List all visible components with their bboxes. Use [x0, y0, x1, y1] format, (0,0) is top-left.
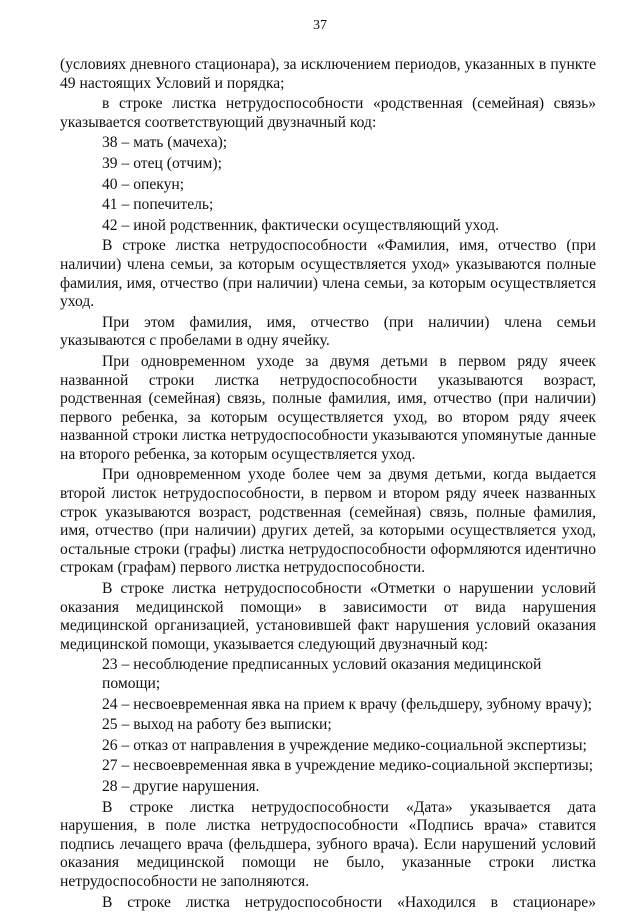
paragraph-7: В строке листка нетрудоспособности «Отметки о нарушении условий оказания медицинской помощи» в зависимости от вида нарушения медицинской организацией, установившей факт нарушения условий оказания медицинской помощи, указывается следующий двузначный код: — [60, 580, 596, 653]
paragraph-2: в строке листка нетрудоспособности «родственная (семейная) связь» указывается соответствующий двузначный код: — [60, 95, 596, 131]
list-item: 39 – отец (отчим); — [102, 154, 222, 172]
paragraph-1: (условиях дневного стационара), за исключением периодов, указанных в пункте 49 настоящих Условий и порядка; — [60, 56, 596, 92]
paragraph-4: При этом фамилия, имя, отчество (при наличии) члена семьи указываются с пробелами в одну ячейку. — [60, 313, 596, 350]
list-item: 40 – опекун; — [102, 175, 185, 193]
paragraph-9: В строке листка нетрудоспособности «Находился в стационаре» — [102, 893, 596, 911]
relation-code-list — [60, 134, 596, 235]
paragraph-8: В строке листка нетрудоспособности «Дата» указывается дата нарушения, в поле листка нетрудоспособности «Подпись врача» ставится подпись лечащего врача (фельдшера, зубного врача). Если нарушений условий оказания медицинской помощи не было, указанные строки листка нетрудоспособности не заполняются. — [60, 798, 596, 890]
list-item: 25 – выход на работу без выписки; — [102, 716, 332, 734]
paragraph-3: В строке листка нетрудоспособности «Фамилия, имя, отчество (при наличии) члена семьи, за которым осуществляется уход» указываются полные фамилия, имя, отчество (при наличии) члена семьи, за которым осуществляется уход. — [60, 237, 596, 311]
list-item: 24 – несвоевременная явка на прием к врачу (фельдшеру, зубному врачу); — [102, 695, 592, 713]
page-number: 37 — [313, 18, 327, 33]
list-item: 27 – несвоевременная явка в учреждение медико-социальной экспертизы; — [102, 757, 594, 775]
paragraph-5: При одновременном уходе за двумя детьми в первом ряду ячеек названной строки листка нетрудоспособности указываются возраст, родственная (семейная) связь, полные фамилия, имя, отчество (при наличии) первого ребенка, за которым осуществляется уход, во втором ряду ячеек названной строки листка нетрудоспособности указываются упомянутые данные на второго ребенка, за которым осуществляется уход. — [60, 352, 596, 463]
list-item: 23 – несоблюдение предписанных условий оказания медицинской помощи; — [102, 656, 542, 692]
list-item: 41 – попечитель; — [102, 196, 214, 214]
list-item: 42 – иной родственник, фактически осуществляющий уход. — [102, 216, 500, 234]
list-item: 28 – другие нарушения. — [102, 777, 260, 795]
violation-code-list — [60, 656, 596, 796]
list-item: 26 – отказ от направления в учреждение медико-социальной экспертизы; — [102, 736, 587, 754]
paragraph-6: При одновременном уходе более чем за двумя детьми, когда выдается второй листок нетрудоспособности, в первом и втором ряду ячеек названных строк указываются возраст, родственная (семейная) связь, полные фамилия, имя, отчество (при наличии) других детей, за которыми осуществляется уход, остальные строки (графы) листка нетрудоспособности оформляются идентично строкам (графам) первого листка нетрудоспособности. — [60, 466, 596, 577]
list-item: 38 – мать (мачеха); — [102, 134, 228, 152]
